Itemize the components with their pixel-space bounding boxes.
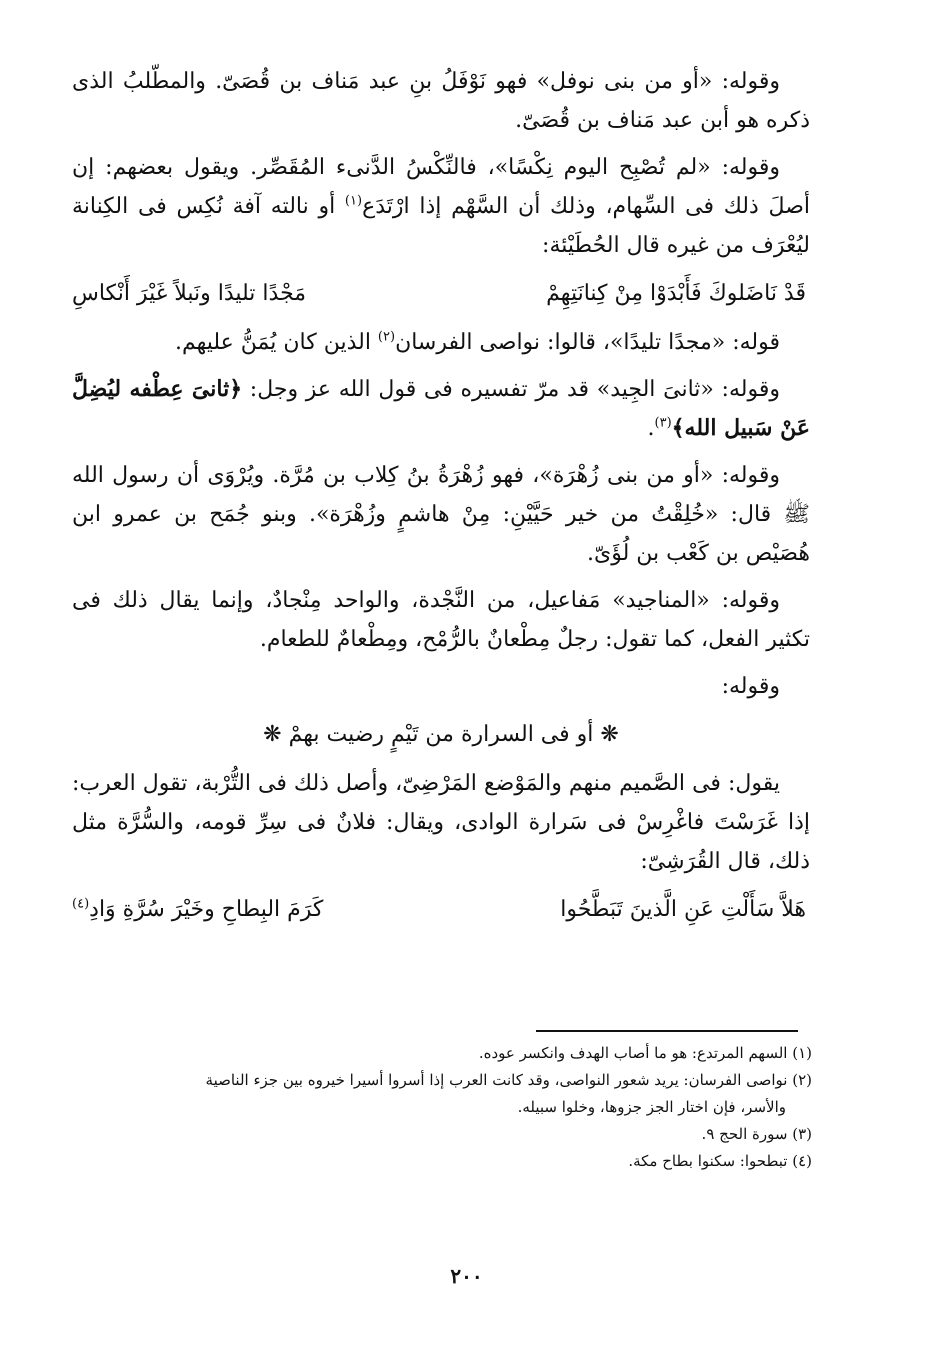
paragraph-text: أو نالته آفة نُكِس فى الكِنانة ليُعْرَف من غيره قال الحُطَيْئة:: [72, 194, 810, 258]
paragraph-text: وقوله: «أو من بنى نوفل» فهو نَوْفَلُ بنِ عبد مَناف بن قُصَىّ. والمطّلبُ الذى ذكره هو أبن عبد مَناف بن قُصَىّ.: [72, 69, 810, 133]
verse-qurashi: [72, 889, 810, 931]
footnote-3: (٣) سورة الحج ٩.: [701, 1125, 812, 1143]
paragraph-zuhra: [72, 456, 810, 573]
paragraph-text: وقوله: «ثانىَ الجِيد» قد مرّ تفسيره فى قول الله عز وجل:: [242, 377, 780, 402]
paragraph-qawluhu: [72, 667, 810, 706]
footnotes: [62, 1040, 812, 1175]
paragraph-text: وقوله: «لم تُصْبِح اليوم نِكْسًا»، فالنِّكْسُ الدَّنىء المُقَصِّر. ويقول بعضهم: إن أصلَ ذلك فى السِّهام، وذلك أن السَّهْم إذا ارْتَدَع: [72, 155, 810, 219]
paragraph-text: وقوله:: [721, 674, 780, 699]
page-number: ٢٠٠: [450, 1264, 483, 1288]
paragraph-nikss: [72, 148, 810, 265]
paragraph-text: يقول: فى الصَّميم منهم والمَوْضع المَرْضِىّ، وأصل ذلك فى التُّرْبة، تقول العرب: إذا غَرَسْتَ فاغْرِسْ فى سَرارة الوادى، ويقال: فلانٌ فى سِرِّ قومه، والسُّرَّة مثل ذلك، قال القُرَشِىّ:: [72, 771, 810, 874]
paragraph-text: وقوله: «أو من بنى زُهْرَة»، فهو زُهْرَةُ بنُ كِلاب بن مُرَّة. ويُرْوَى أن رسول الله ﷺ قال: «خُلِقْتُ من خير حَيَّيْنِ: مِنْ هاشمٍ وزُهْرَة». وبنو جُمَح بن عمرو ابن هُصَيْص بن كَعْب بن لُؤَىّ.: [72, 463, 810, 566]
footnote-1: (١) السهم المرتدع: هو ما أصاب الهدف وانكسر عوده.: [478, 1044, 812, 1062]
verse-second-hemistich: مَجْدًا تليدًا ونَبلاً غَيْرَ أَنْكاسِ: [72, 281, 307, 306]
footnote-divider: [536, 1030, 798, 1032]
quran-quote: ﴿ثانىَ عِطْفه ليُضِلَّ عَنْ سَبيل الله﴾: [72, 376, 810, 441]
verse-second-hemistich: [72, 889, 323, 931]
half-verse-line: ❋ أو فى السرارة من تَيْمٍ رضيت بهمْ ❋: [263, 722, 619, 747]
footnote-ref-2: (٢): [377, 329, 396, 345]
footnote-4: (٤) تبطحوا: سكنوا بطاح مكة.: [628, 1152, 812, 1170]
paragraph-nawfal: [72, 62, 810, 140]
paragraph-text: .: [647, 416, 655, 441]
verse-first-hemistich: قَدْ نَاضَلوكَ فَأَبْدَوْا مِنْ كِنانَتِهِمْ: [546, 281, 806, 306]
paragraph-text: وقوله: «المناجيد» مَفاعيل، من النَّجْدة، والواحد مِنْجادٌ، وإنما يقال ذلك فى تكثير الفعل، كما تقول: رجلٌ مِطْعانٌ بالرُّمْح، ومِطْعامٌ للطعام.: [72, 588, 810, 652]
paragraph-manajid: [72, 581, 810, 659]
verse-first-hemistich: هَلاَّ سَأَلْتِ عَنِ الَّذينَ تَبَطَّحُوا: [560, 897, 806, 922]
verse-hutayah: [72, 273, 810, 315]
footnote-2-continued: والأسر، فإن اختار الجز جزوها، وخلوا سبيله.: [517, 1098, 786, 1116]
main-text: [72, 62, 810, 939]
footnote-ref-1: (١): [344, 193, 363, 209]
footnote-2: (٢) نواصى الفرسان: يريد شعور النواصى، وقد كانت العرب إذا أسروا أسيرا خيروه بين جزء الناصية: [205, 1071, 812, 1089]
footnote-ref-4: (٤): [72, 896, 90, 912]
paragraph-thani: [72, 370, 810, 448]
paragraph-text: قوله: «مجدًا تليدًا»، قالوا: نواصى الفرسان: [395, 330, 780, 355]
paragraph-majd: [72, 323, 810, 362]
footnote-ref-3: (٣): [654, 415, 672, 431]
paragraph-sarara: [72, 764, 810, 881]
verse-text: كَرَمَ البِطاحِ وخَيْرَ سُرَّةِ وَادِ: [89, 897, 324, 922]
paragraph-text: الذين كان يُمَنُّ عليهم.: [174, 330, 378, 355]
